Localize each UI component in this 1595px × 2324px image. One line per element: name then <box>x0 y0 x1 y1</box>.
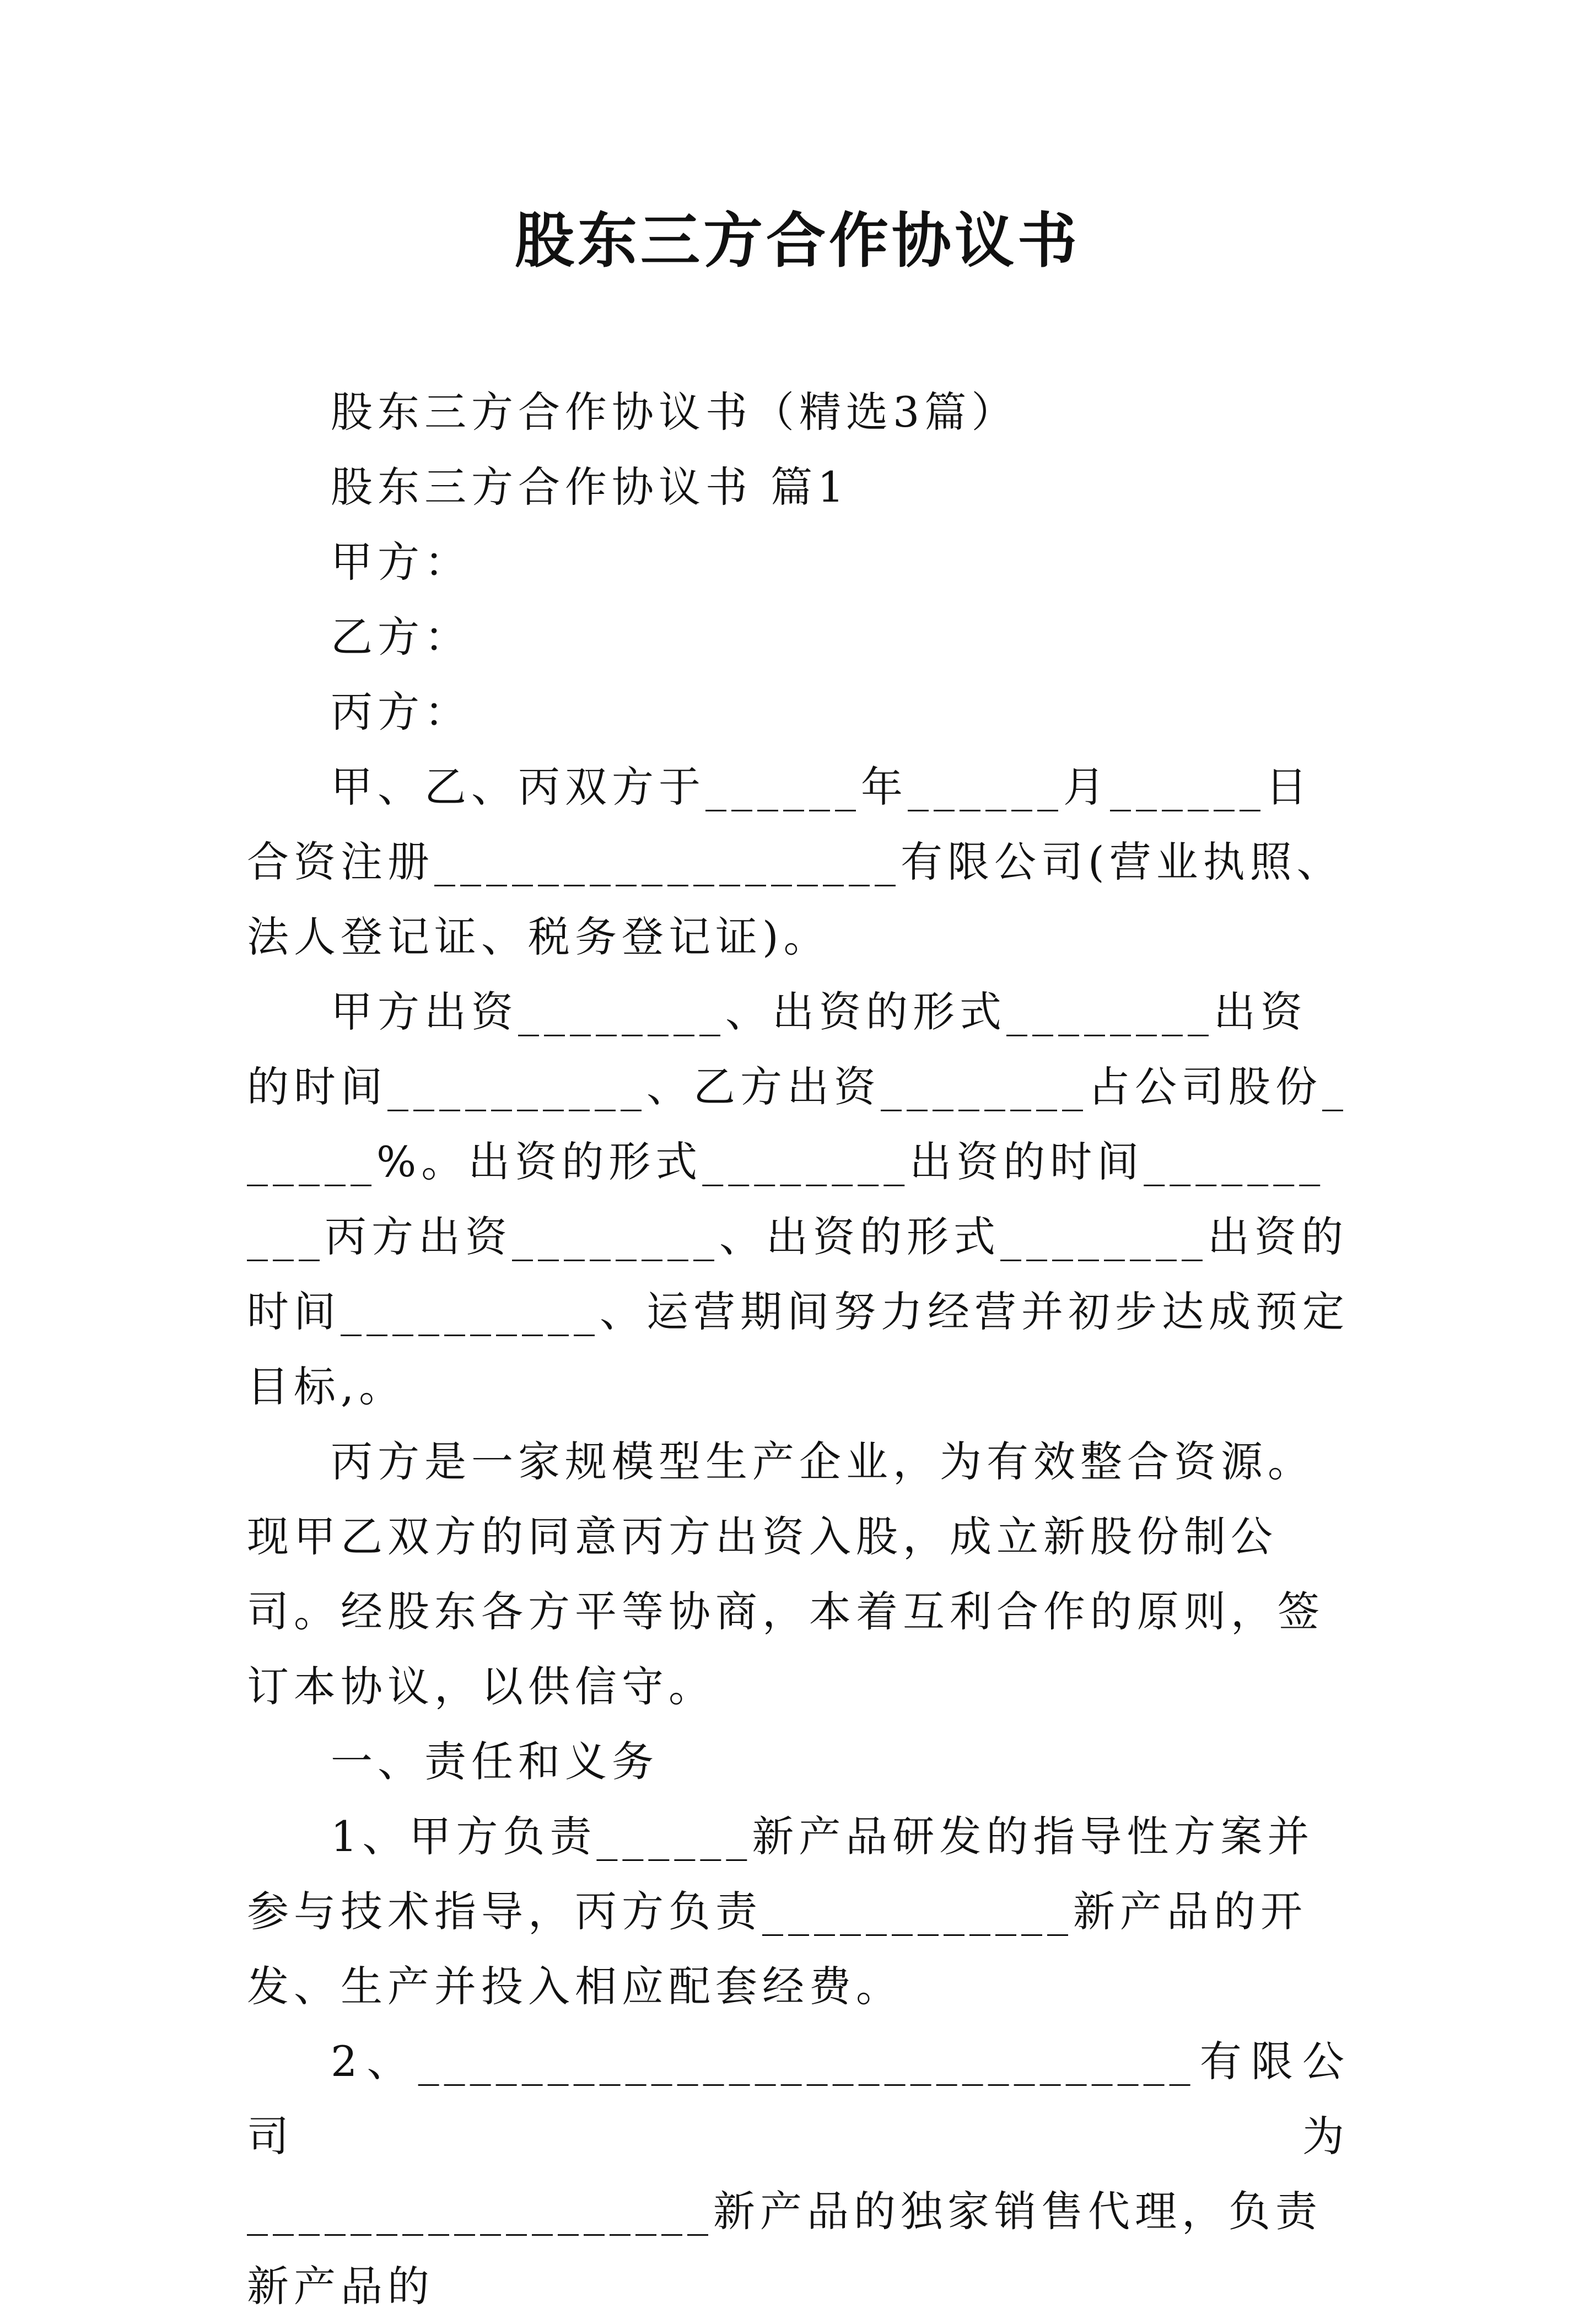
section-heading: 股东三方合作协议书 篇1 <box>331 462 849 512</box>
registration-paragraph: 甲、乙、丙双方于______年______月______日合资注册__________________有限公司(营业执照、法人登记证、税务登记证)。 <box>247 762 1344 961</box>
subtitle-paragraph: 股东三方合作协议书（精选3篇） <box>331 388 1019 437</box>
document-title: 股东三方合作协议书 <box>514 206 1080 276</box>
clause-2-continuation: __________________新产品的独家销售代理，负责新产品的 <box>247 2187 1322 2311</box>
background-paragraph: 丙方是一家规模型生产企业，为有效整合资源。现甲乙双方的同意丙方出资入股，成立新股份制公司。经股东各方平等协商，本着互利合作的原则，签订本协议，以供信守。 <box>247 1437 1324 1711</box>
clause-1-paragraph: 1、甲方负责______新产品研发的指导性方案并参与技术指导，丙方负责____________新产品的开发、生产并投入相应配套经费。 <box>247 1812 1314 2011</box>
party-b-line: 乙方： <box>331 612 471 661</box>
party-c-line: 丙方： <box>331 687 471 736</box>
document-body <box>247 375 1349 2324</box>
party-a-line: 甲方： <box>331 537 471 587</box>
capital-paragraph: 甲方出资________、出资的形式________出资的时间__________、乙方出资________占公司股份______%。出资的形式________出资的时间__________丙方出资________、出资的形式________出资的时间__________、运营期间努力经营并初步达成预定目标,。 <box>247 987 1349 1411</box>
clause-2-paragraph: 2、______________________________有限公司为 <box>247 2037 1349 2161</box>
clause-heading: 一、责任和义务 <box>331 1737 659 1786</box>
